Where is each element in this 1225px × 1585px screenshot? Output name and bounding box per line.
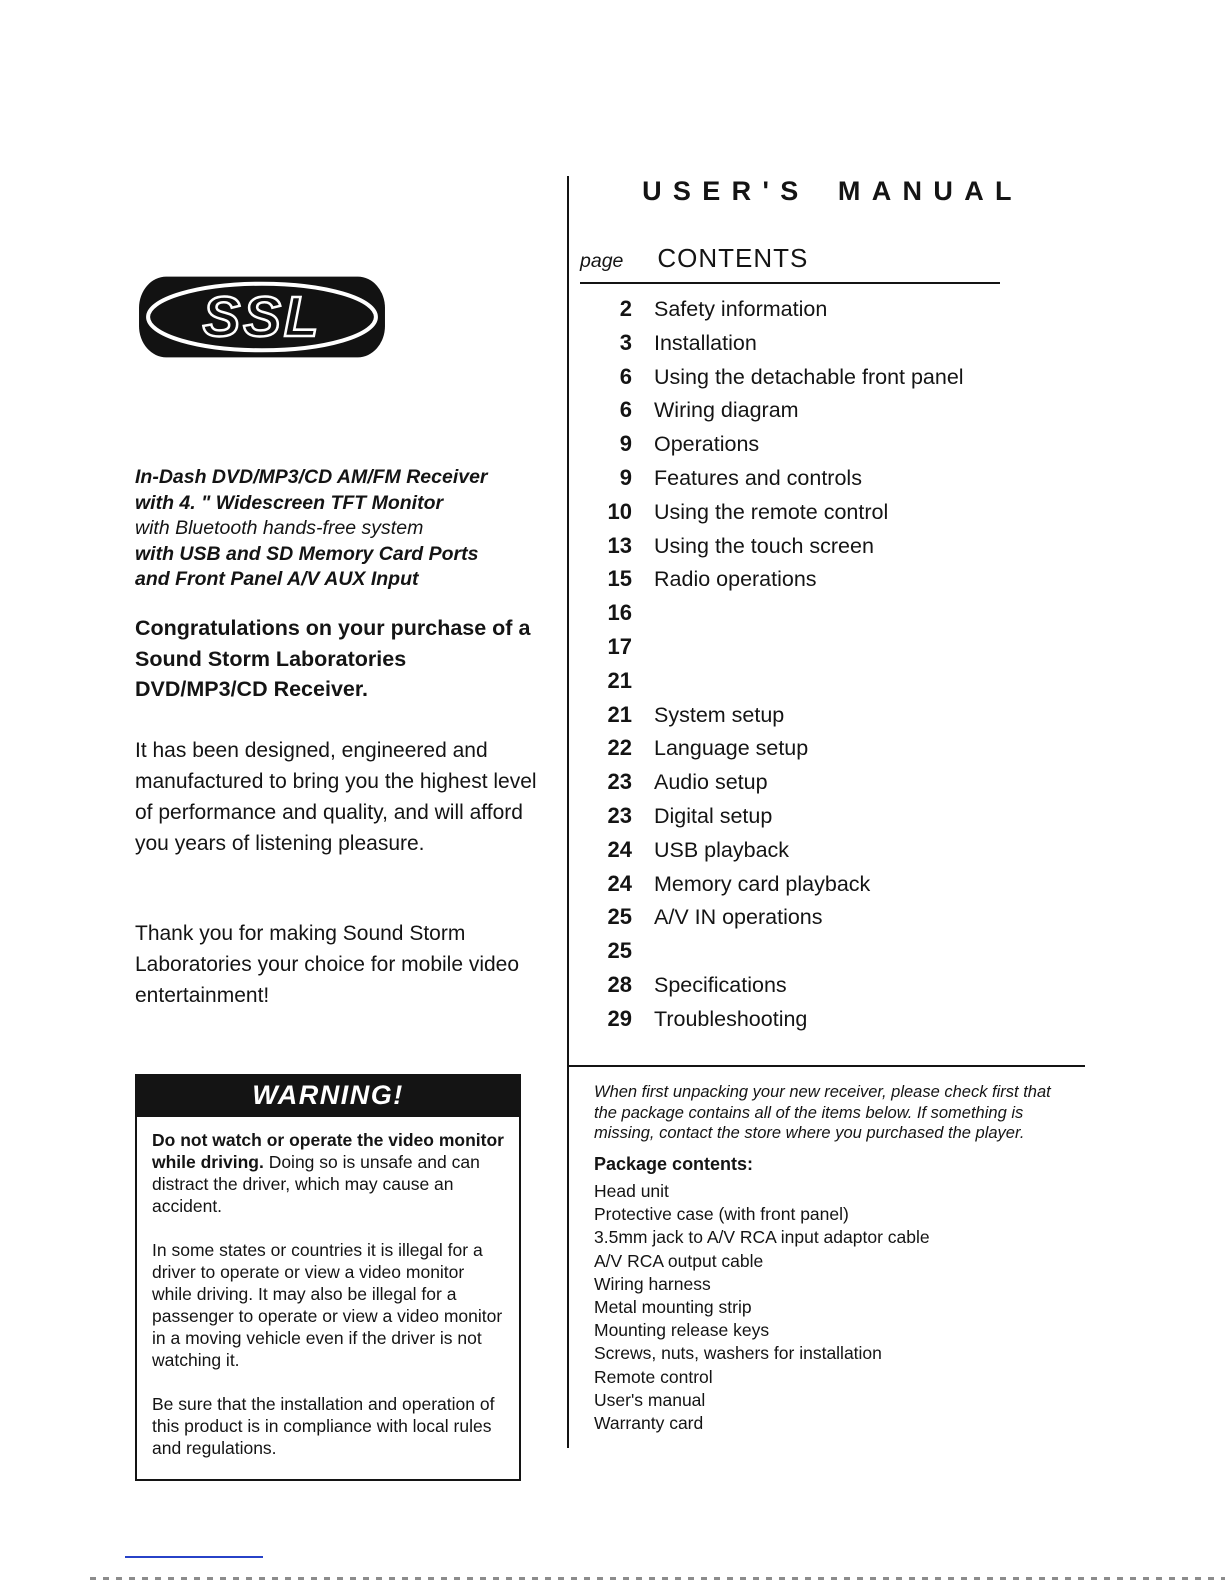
congratulations-text: Congratulations on your purchase of a Sound Storm Laboratories DVD/MP3/CD Receiver. bbox=[135, 616, 531, 701]
toc-row bbox=[580, 330, 1085, 364]
toc-label: Wiring diagram bbox=[654, 398, 799, 423]
thanks-paragraph: Thank you for making Sound Storm Laboratories your choice for mobile video entertainment! bbox=[135, 922, 520, 1007]
scan-artifact-blue-line bbox=[125, 1556, 263, 1558]
product-description-line: and Front Panel A/V AUX Input bbox=[135, 568, 419, 590]
toc-page-number: 24 bbox=[607, 870, 632, 896]
toc-page-number: 9 bbox=[619, 464, 632, 490]
toc-page-number: 17 bbox=[607, 633, 632, 659]
toc-label: Using the detachable front panel bbox=[654, 364, 964, 389]
toc-page-number: 3 bbox=[619, 329, 632, 355]
warning-paragraph: Be sure that the installation and operation of this product is in compliance with local rules and regulations. bbox=[152, 1394, 495, 1458]
toc-label: Memory card playback bbox=[654, 871, 871, 896]
toc-row bbox=[580, 634, 1085, 668]
toc-label: Features and controls bbox=[654, 465, 862, 490]
toc-page-number: 25 bbox=[607, 938, 632, 964]
toc-label: Radio operations bbox=[654, 567, 817, 592]
toc-page-number: 15 bbox=[607, 566, 632, 592]
ssl-logo bbox=[136, 268, 388, 366]
toc-page-number: 10 bbox=[607, 498, 632, 524]
package-item: 3.5mm jack to A/V RCA input adaptor cable bbox=[594, 1227, 930, 1248]
package-contents-heading: Package contents: bbox=[594, 1154, 754, 1174]
package-list bbox=[594, 1180, 1074, 1435]
toc-page-number: 21 bbox=[607, 667, 632, 693]
toc-row bbox=[580, 600, 1085, 634]
toc-page-number: 24 bbox=[607, 836, 632, 862]
toc-row bbox=[580, 904, 1085, 938]
toc-label: Language setup bbox=[654, 736, 809, 761]
toc-row bbox=[580, 938, 1085, 972]
toc-label: Troubleshooting bbox=[654, 1006, 808, 1031]
intro-paragraph: It has been designed, engineered and manufactured to bring you the highest level of performance and quality, and will afford you years of listening pleasure. bbox=[135, 739, 537, 855]
page-column-label: page bbox=[580, 250, 624, 272]
ssl-logo-graphic bbox=[136, 268, 388, 366]
table-of-contents bbox=[580, 296, 1085, 1040]
ssl-logo-text: SSL bbox=[202, 285, 322, 349]
package-item: Screws, nuts, washers for installation bbox=[594, 1343, 882, 1364]
toc-page-number: 28 bbox=[607, 971, 632, 997]
toc-label: Operations bbox=[654, 432, 760, 457]
column-divider bbox=[567, 176, 569, 1448]
contents-header bbox=[580, 243, 1085, 274]
warning-lead: Do not watch or operate the video monitor while driving. bbox=[152, 1130, 504, 1172]
contents-heading: CONTENTS bbox=[657, 243, 809, 273]
toc-row bbox=[580, 769, 1085, 803]
product-description-line: with USB and SD Memory Card Ports bbox=[135, 542, 479, 565]
package-item: Wiring harness bbox=[594, 1273, 711, 1294]
product-description-line: with 4. " Widescreen TFT Monitor bbox=[135, 491, 444, 514]
toc-label: Using the remote control bbox=[654, 499, 889, 524]
package-item: Head unit bbox=[594, 1181, 669, 1201]
product-description bbox=[135, 465, 545, 593]
warning-body bbox=[137, 1117, 519, 1479]
toc-row bbox=[580, 972, 1085, 1006]
product-description-line: with Bluetooth hands-free system bbox=[135, 517, 424, 539]
toc-page-number: 25 bbox=[607, 904, 632, 930]
warning-box bbox=[135, 1074, 521, 1481]
toc-row bbox=[580, 397, 1085, 431]
package-item: A/V RCA output cable bbox=[594, 1250, 764, 1271]
toc-row bbox=[580, 702, 1085, 736]
warning-lead-rest: Doing so is unsafe and can distract the driver, which may cause an accident. bbox=[152, 1152, 480, 1216]
toc-page-number: 23 bbox=[607, 769, 632, 795]
toc-row bbox=[580, 668, 1085, 702]
toc-label: Safety information bbox=[654, 297, 828, 321]
toc-row bbox=[580, 871, 1085, 905]
contents-divider bbox=[567, 1065, 1085, 1067]
toc-page-number: 6 bbox=[619, 397, 632, 423]
toc-page-number: 16 bbox=[607, 600, 632, 626]
warning-paragraph bbox=[152, 1129, 504, 1217]
package-item: Metal mounting strip bbox=[594, 1297, 752, 1318]
contents-underline bbox=[580, 282, 1000, 284]
toc-row bbox=[580, 803, 1085, 837]
package-item: Warranty card bbox=[594, 1413, 704, 1434]
toc-page-number: 22 bbox=[607, 735, 632, 761]
toc-page-number: 6 bbox=[619, 363, 632, 389]
scan-artifact-dashed-edge bbox=[90, 1577, 1225, 1580]
toc-row bbox=[580, 566, 1085, 600]
toc-page-number: 21 bbox=[607, 701, 632, 727]
toc-row bbox=[580, 364, 1085, 398]
toc-page-number: 13 bbox=[607, 532, 632, 558]
warning-title: WARNING! bbox=[137, 1076, 519, 1117]
toc-row bbox=[580, 499, 1085, 533]
toc-page-number: 29 bbox=[607, 1005, 632, 1031]
toc-row bbox=[580, 296, 1085, 330]
toc-label: Audio setup bbox=[654, 770, 768, 795]
toc-row bbox=[580, 1006, 1085, 1040]
toc-label: A/V IN operations bbox=[654, 905, 823, 930]
toc-row bbox=[580, 465, 1085, 499]
product-description-line: In-Dash DVD/MP3/CD AM/FM Receiver bbox=[135, 466, 488, 488]
toc-row bbox=[580, 533, 1085, 567]
package-item: Protective case (with front panel) bbox=[594, 1204, 849, 1225]
toc-label: System setup bbox=[654, 702, 785, 727]
unpacking-note: When first unpacking your new receiver, please check first that the package contains all of the items below. If something is missing, contact the store where you purchased the player. bbox=[594, 1083, 1051, 1142]
toc-page-number: 9 bbox=[619, 431, 632, 457]
toc-label: Digital setup bbox=[654, 803, 773, 828]
toc-label: USB playback bbox=[654, 837, 790, 862]
toc-row bbox=[580, 735, 1085, 769]
toc-label: Specifications bbox=[654, 972, 787, 997]
package-item: User's manual bbox=[594, 1389, 706, 1410]
toc-row bbox=[580, 431, 1085, 465]
toc-page-number: 2 bbox=[619, 296, 632, 321]
toc-page-number: 23 bbox=[607, 802, 632, 828]
toc-row bbox=[580, 837, 1085, 871]
toc-label: Using the touch screen bbox=[654, 533, 874, 558]
package-item: Mounting release keys bbox=[594, 1320, 770, 1341]
package-item: Remote control bbox=[594, 1366, 713, 1387]
warning-paragraph: In some states or countries it is illegal for a driver to operate or view a video monitor while driving. It may also be illegal for a passenger to operate or view a video monitor in a moving vehicle even if the driver is not watching it. bbox=[152, 1240, 503, 1370]
manual-title: USER'S MANUAL bbox=[642, 176, 1023, 206]
toc-label: Installation bbox=[654, 330, 757, 355]
